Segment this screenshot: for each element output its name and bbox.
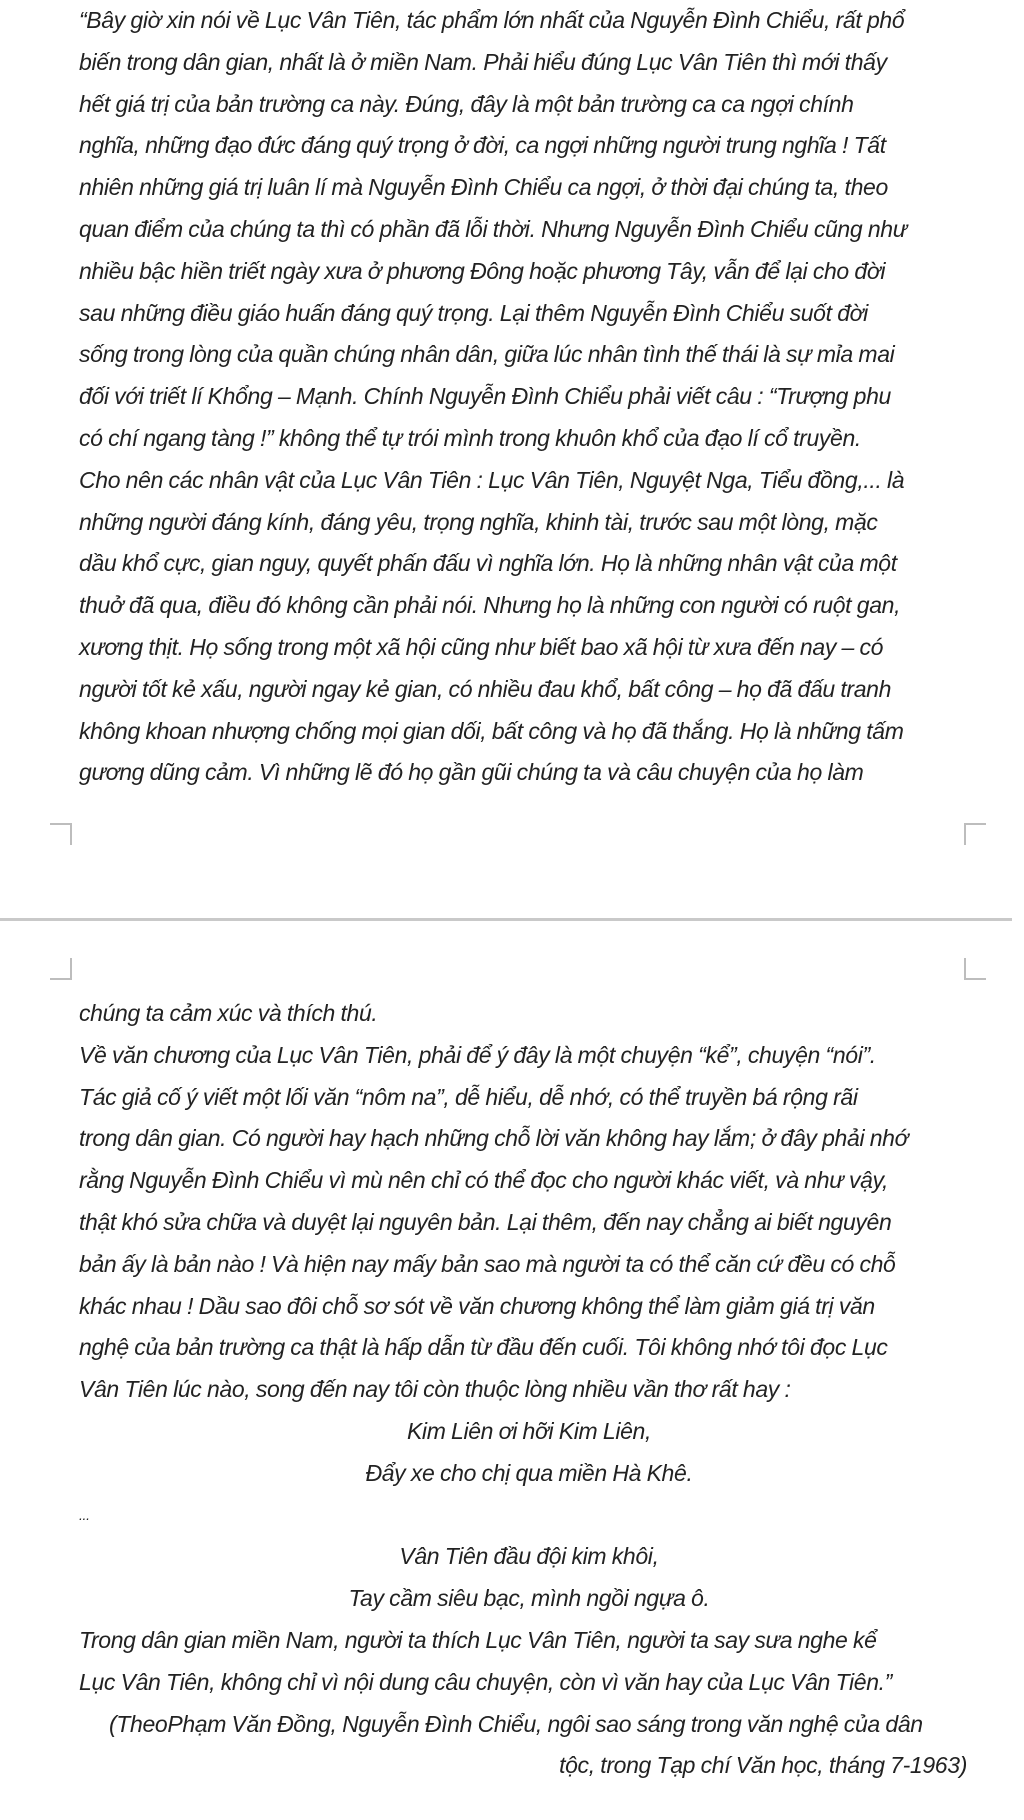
verse-line: Vân Tiên đầu đội kim khôi, [399,1543,659,1570]
text-line: sống trong lòng của quần chúng nhân dân, giữa lúc nhân tình thế thái là sự mỉa mai [79,341,895,368]
text-line: gương dũng cảm. Vì những lẽ đó họ gần gũi chúng ta và câu chuyện của họ làm [79,759,864,786]
page-corner-mark [964,823,986,845]
text-line: dầu khổ cực, gian nguy, quyết phấn đấu vì nghĩa lớn. Họ là những nhân vật của một [79,550,897,577]
text-line: Cho nên các nhân vật của Lục Vân Tiên : Lục Vân Tiên, Nguyệt Nga, Tiểu đồng,... là [79,466,905,493]
text-line: khác nhau ! Dầu sao đôi chỗ sơ sót về văn chương không thể làm giảm giá trị văn [79,1292,875,1319]
text-line: có chí ngang tàng !” không thể tự trói mình trong khuôn khổ của đạo lí cổ truyền. [79,424,861,451]
text-line: chúng ta cảm xúc và thích thú. [79,1000,378,1026]
text-line: Về văn chương của Lục Vân Tiên, phải để ý đây là một chuyện “kể”, chuyện “nói”. [79,1041,876,1068]
text-line: nhiều bậc hiền triết ngày xưa ở phương Đông hoặc phương Tây, vẫn để lại cho đời [79,257,886,284]
text-line: nhiên những giá trị luân lí mà Nguyễn Đình Chiểu ca ngợi, ở thời đại chúng ta, theo [79,174,888,201]
verse-ellipsis: ... [79,1506,90,1523]
verse-line: Đẩy xe cho chị qua miền Hà Khê. [365,1459,693,1486]
text-line: không khoan nhượng chống mọi gian dối, bất công và họ đã thắng. Họ là những tấm [79,717,904,744]
text-line: rằng Nguyễn Đình Chiểu vì mù nên chỉ có thể đọc cho người khác viết, và như vậy, [79,1167,889,1194]
text-line: sau những điều giáo huấn đáng quý trọng. Lại thêm Nguyễn Đình Chiểu suốt đời [79,299,868,326]
text-line: “Bây giờ xin nói về Lục Vân Tiên, tác phẩm lớn nhất của Nguyễn Đình Chiểu, rất phổ [79,7,905,33]
document-page-2 [0,926,1024,1820]
text-line: thật khó sửa chữa và duyệt lại nguyên bản. Lại thêm, đến nay chẳng ai biết nguyên [79,1208,892,1235]
page-corner-mark [964,958,986,980]
text-line: nghĩa, những đạo đức đáng quý trọng ở đời, ca ngợi những người trung nghĩa ! Tất [79,132,886,159]
text-line: Lục Vân Tiên, không chỉ vì nội dung câu chuyện, còn vì văn hay của Lục Vân Tiên.” [79,1668,892,1695]
page-1-body [79,0,979,794]
page-break-divider [0,918,1012,921]
text-line: trong dân gian. Có người hay hạch những chỗ lời văn không hay lắm; ở đây phải nhớ [79,1125,909,1152]
text-line: nghệ của bản trường ca thật là hấp dẫn từ đầu đến cuối. Tôi không nhớ tôi đọc Lục [79,1334,888,1361]
text-line: đối với triết lí Khổng – Mạnh. Chính Nguyễn Đình Chiểu phải viết câu : “Trượng phu [79,383,891,410]
text-line: bản ấy là bản nào ! Và hiện nay mấy bản sao mà người ta có thể căn cứ đều có chỗ [79,1250,896,1277]
text-line: người tốt kẻ xấu, người ngay kẻ gian, có nhiều đau khổ, bất công – họ đã đấu tranh [79,675,892,702]
page-2-body [79,993,979,1787]
text-line: Trong dân gian miền Nam, người ta thích Lục Vân Tiên, người ta say sưa nghe kể [79,1626,877,1653]
text-line: những người đáng kính, đáng yêu, trọng nghĩa, khinh tài, trước sau một lòng, mặc [79,508,878,535]
text-line: thuở đã qua, điều đó không cần phải nói. Nhưng họ là những con người có ruột gan, [79,592,901,619]
page-corner-mark [50,958,72,980]
text-line: Tác giả cố ý viết một lối văn “nôm na”, dễ hiểu, dễ nhớ, có thể truyền bá rộng rãi [79,1083,858,1110]
source-credit: (TheoPhạm Văn Đồng, Nguyễn Đình Chiểu, ngôi sao sáng trong văn nghệ của dân [109,1710,923,1737]
source-credit: tộc, trong Tạp chí Văn học, tháng 7-1963) [559,1752,967,1779]
text-line: quan điểm của chúng ta thì có phần đã lỗi thời. Nhưng Nguyễn Đình Chiểu cũng như [79,215,907,242]
text-line: biến trong dân gian, nhất là ở miền Nam. Phải hiểu đúng Lục Vân Tiên thì mới thấy [79,48,887,75]
text-line: Vân Tiên lúc nào, song đến nay tôi còn thuộc lòng nhiều vần thơ rất hay : [79,1376,791,1403]
verse-line: Kim Liên ơi hỡi Kim Liên, [406,1417,652,1444]
text-line: hết giá trị của bản trường ca này. Đúng, đây là một bản trường ca ca ngợi chính [79,90,854,117]
page-corner-mark [50,823,72,845]
verse-line: Tay cầm siêu bạc, mình ngồi ngựa ô. [348,1585,710,1612]
text-line: xương thịt. Họ sống trong một xã hội cũng như biết bao xã hội từ xưa đến nay – có [79,633,884,660]
